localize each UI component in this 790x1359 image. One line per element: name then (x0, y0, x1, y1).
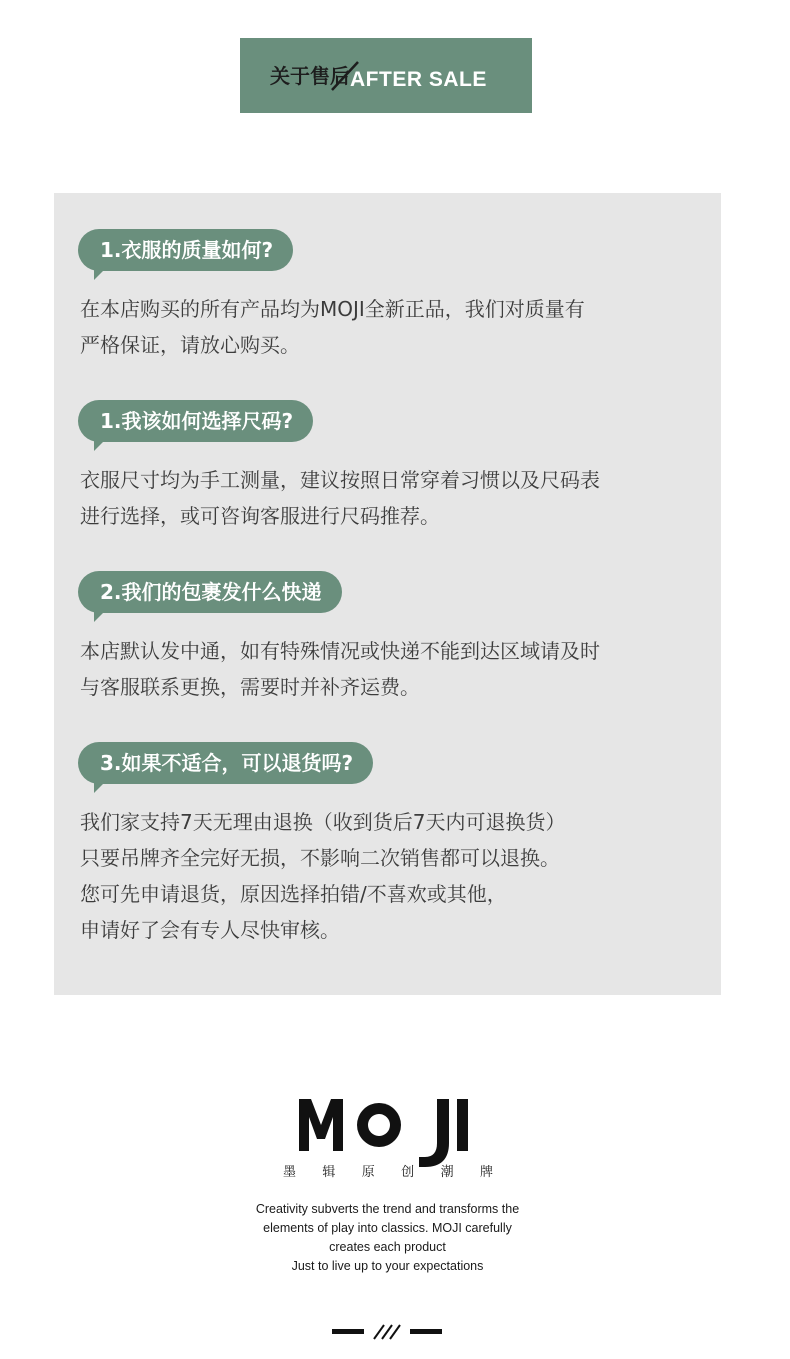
question-text: 1.衣服的质量如何? (100, 238, 274, 262)
question-text: 2.我们的包裹发什么快递 (100, 580, 322, 604)
answer-line: 我们家支持7天无理由退换（收到货后7天内可退换货） (80, 810, 566, 834)
description-line: Just to live up to your expectations (291, 1259, 484, 1273)
question-bubble (78, 742, 373, 784)
faq-item-returns (78, 742, 708, 948)
description-line: Creativity subverts the trend and transforms the (255, 1202, 520, 1216)
answer-line: 您可先申请退货，原因选择拍错/不喜欢或其他， (80, 882, 507, 906)
tagline-char: 墨 (283, 1165, 297, 1180)
question-bubble (78, 400, 313, 442)
question-text: 3.如果不适合，可以退货吗? (100, 751, 354, 775)
answer-text (80, 462, 708, 534)
question-bubble (78, 571, 342, 613)
bubble-tail-icon (94, 781, 106, 793)
tagline-char: 创 (401, 1165, 415, 1180)
brand-description (200, 1200, 575, 1276)
bubble-tail-icon (94, 268, 106, 280)
answer-line: 本店默认发中通，如有特殊情况或快递不能到达区域请及时 (80, 639, 600, 663)
answer-text (80, 291, 708, 363)
description-line: elements of play into classics. MOJI carefully (263, 1221, 512, 1235)
faq-item-quality (78, 229, 708, 363)
answer-line: 衣服尺寸均为手工测量，建议按照日常穿着习惯以及尺码表 (80, 468, 600, 492)
tagline-char: 辑 (322, 1165, 336, 1180)
answer-line: 只要吊牌齐全完好无损，不影响二次销售都可以退换。 (80, 846, 560, 870)
decorative-divider-icon (332, 1322, 444, 1342)
header-title-cn: 关于售后 (270, 64, 350, 88)
answer-line: 与客服联系更换，需要时并补齐运费。 (80, 675, 420, 699)
answer-line: 严格保证，请放心购买。 (80, 333, 300, 357)
faq-item-shipping (78, 571, 708, 705)
answer-line: 申请好了会有专人尽快审核。 (80, 918, 340, 942)
answer-line: 在本店购买的所有产品均为MOJI全新正品，我们对质量有 (80, 297, 585, 321)
faq-panel (54, 193, 721, 995)
question-bubble (78, 229, 293, 271)
answer-text (80, 804, 708, 948)
bubble-tail-icon (94, 610, 106, 622)
question-text: 1.我该如何选择尺码? (100, 409, 294, 433)
header-title-en: AFTER SALE (350, 68, 487, 91)
tagline-char: 原 (361, 1165, 375, 1180)
tagline-char: 潮 (440, 1165, 454, 1180)
answer-text (80, 633, 708, 705)
bubble-tail-icon (94, 439, 106, 451)
description-line: creates each product (329, 1240, 446, 1254)
brand-tagline (283, 1161, 493, 1180)
answer-line: 进行选择，或可咨询客服进行尺码推荐。 (80, 504, 440, 528)
faq-item-size (78, 400, 708, 534)
moji-logo (299, 1093, 471, 1169)
tagline-char: 牌 (479, 1165, 493, 1180)
header-banner (240, 38, 532, 113)
